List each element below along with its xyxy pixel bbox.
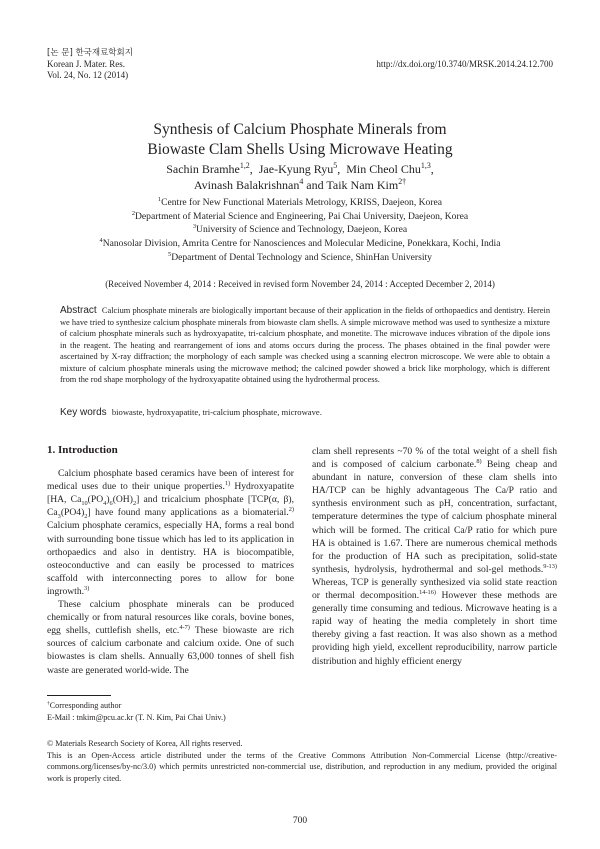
- affiliation-text: Nanosolar Division, Amrita Centre for Nanosciences and Molecular Medicine, Ponekkara, Kochi, India: [102, 238, 501, 250]
- affiliation-sup: 2: [131, 209, 135, 217]
- corresponding-email[interactable]: E-Mail : tnkim@pcu.ac.kr (T. N. Kim, Pai Chai Univ.): [47, 712, 226, 722]
- author-list: [0, 161, 600, 193]
- paper-title: [0, 120, 600, 160]
- paragraph-text: However these methods are generally time consuming and tedious. Microwave heating is a rapid way of heating the media completely in short time thereby giving a fast reaction. It was also shown as a method providing high yield, excellent reproducibility, narrow particle distribution and highly efficient energy: [312, 590, 557, 667]
- title-line-1: Synthesis of Calcium Phosphate Minerals from: [153, 121, 447, 138]
- page-number: 700: [292, 816, 308, 826]
- author-affil-sup: 2†: [398, 177, 407, 186]
- affiliation-item: [0, 196, 600, 210]
- received-dates: (Received November 4, 2014 : Received in revised form November 24, 2014 : Accepted December 2, 2014): [105, 279, 495, 289]
- affiliation-sup: 3: [192, 223, 197, 231]
- license-notice: [47, 738, 557, 784]
- author-separator: ,: [337, 162, 344, 176]
- journal-korean-name: [논 문] 한국재료학회지: [47, 48, 133, 58]
- corresponding-footnote: [47, 700, 557, 723]
- abstract-text: Calcium phosphate minerals are biologically important because of their application in the fields of orthopaedics and dentistry. Herein we have tried to synthesize calcium phosphate minerals from biowaste clam shells. A simple microwave method was used to synthesize a mixture of calcium phosphate minerals such as hydroxyapatite, tri-calcium phosphate, and monetite. The microwave induces vibration of the dipole ions in the reagent. The heating and rearrangement of ions and atoms occurs during the process. The phases obtained in the final powder were ascertained by X-ray diffraction; the morphology of each sample was checked using a scanning electron microscope. We were able to obtain a mixture of calcium phosphate minerals using the microwave method; the calcined powder showed a brick like morphology, which is different from the rod shape morphology of the hydroxyapatite obtained using the hydrothermal process.: [60, 306, 551, 384]
- abstract-label: Abstract: [60, 305, 97, 316]
- dagger-mark: †: [47, 700, 50, 707]
- affiliation-text: Department of Material Science and Engineering, Pai Chai University, Daejeon, Korea: [134, 210, 469, 222]
- keywords-text: biowaste, hydroxyapatite, tri-calcium phosphate, microwave.: [111, 407, 322, 417]
- paragraph-text: Whereas, TCP is generally synthesized via solid state reaction or thermal decomposition.: [312, 576, 557, 602]
- journal-volume: Vol. 24, No. 12 (2014): [47, 70, 129, 80]
- author-separator: ,: [249, 162, 256, 176]
- citation: 1): [224, 480, 231, 487]
- author-name: Taik Nam Kim: [326, 178, 399, 192]
- author-name: Jae-Kyung Ryu: [258, 162, 334, 176]
- author-affil-sup: 4: [299, 177, 304, 186]
- affiliation-list: [0, 196, 600, 265]
- license-text: This is an Open-Access article distributed under the terms of the Creative Commons Attribution Non-Commercial License (http://creative-commons.org/licenses/by-nc/3.0) which permits unrestricted non-commercial use, distribution, and reproduction in any medium, provided the original work is properly cited.: [47, 750, 557, 783]
- affiliation-sup: 5: [168, 250, 172, 258]
- citation: 9-13): [543, 562, 557, 570]
- intro-paragraph-1: Calcium phosphate based ceramics have been of interest for medical uses due to their unique properties.$^{1)}$ Hydroxyapatite [HA, $Ca_{10}(PO_4)_6(OH)_2$] and tricalcium phosphate [TCP(α, β), $Ca_3(PO4)_2$] have found many applications as a biomaterial.$^{2)}$ Calcium phosphate ceramics, especially HA, forms a real bond with surrounding bone tissue which has led to its application in orthopaedics and also in dentistry. HA is biocompatible, osteoconductive and can easily be processed to matrices scaffold with interconnecting pores to allow for bone ingrowth.$^{3)}$: [47, 468, 294, 597]
- affiliation-sup: 4: [99, 236, 103, 244]
- author-affil-sup: 5: [333, 161, 338, 170]
- author-affil-sup: 1,3: [420, 161, 431, 170]
- copyright-line: © Materials Research Society of Korea, All rights reserved.: [47, 739, 243, 748]
- abstract: [60, 305, 550, 386]
- citation: 2): [288, 506, 294, 514]
- affiliation-text: University of Science and Technology, Daejeon, Korea: [196, 224, 408, 236]
- author-separator: and: [303, 178, 327, 192]
- author-name: Min Cheol Chu: [346, 162, 421, 176]
- citation: 4-7): [179, 624, 190, 632]
- affiliation-item: [0, 251, 600, 265]
- left-column: [47, 444, 294, 677]
- author-affil-sup: 1,2: [239, 161, 250, 170]
- affiliation-item: [0, 237, 600, 251]
- journal-header: [47, 48, 133, 81]
- citation: 3): [84, 584, 90, 592]
- author-name: Avinash Balakrishnan: [193, 178, 300, 192]
- footnote-rule: [47, 695, 111, 696]
- affiliation-item: [0, 210, 600, 224]
- intro-paragraph-2: These calcium phosphate minerals can be produced chemically or from natural resources like corals, bovine bones, egg shells, cuttlefish shells, etc.$^{4-7)}$ These biowaste are rich sources of calcium carbonate and calcium oxide. One of such biowastes is clam shells. Annually 63,000 tonnes of shell fish waste are generated world-wide. The: [47, 599, 294, 676]
- journal-abbrev: Korean J. Mater. Res.: [47, 59, 125, 69]
- author-name: Sachin Bramhe: [166, 162, 240, 176]
- affiliation-text: Department of Dental Technology and Science, ShinHan University: [171, 251, 432, 263]
- keywords-label: Key words: [60, 407, 107, 418]
- doi-link[interactable]: http://dx.doi.org/10.3740/MRSK.2014.24.12.700: [376, 59, 553, 69]
- intro-paragraph-2-continued: [312, 445, 557, 668]
- right-column: [312, 445, 557, 668]
- author-separator: ,: [430, 162, 434, 176]
- citation: 14-16): [419, 588, 436, 596]
- section-heading-introduction: 1. Introduction: [47, 444, 118, 456]
- affiliation-text: Centre for New Functional Materials Metrology, KRISS, Daejeon, Korea: [161, 197, 443, 208]
- paragraph-text: clam shell represents ~70 % of the total weight of a shell fish and is composed of calcium carbonate.: [312, 446, 557, 471]
- corresponding-author-label: Corresponding author: [49, 701, 122, 710]
- paragraph-text: Being cheap and abundant in nature, conversion of these clam shells into HA/TCP can be highly advantageous The Ca/P ratio and synthesis environment such as pH, concentration, surfactant, temperature determines the type of calcium phosphate mineral which will be formed. The critical Ca/P ratio for which pure HA is obtained is 1.67. There are numerous chemical methods for the production of HA such as precipitation, solid-state synthesis, hydrolysis, hydrothermal and sol-gel methods.: [312, 459, 557, 575]
- affiliation-sup: 1: [157, 195, 162, 203]
- title-line-2: Biowaste Clam Shells Using Microwave Heating: [147, 141, 453, 158]
- citation: 8): [476, 457, 482, 465]
- keywords: [60, 407, 550, 418]
- affiliation-item: [0, 223, 600, 237]
